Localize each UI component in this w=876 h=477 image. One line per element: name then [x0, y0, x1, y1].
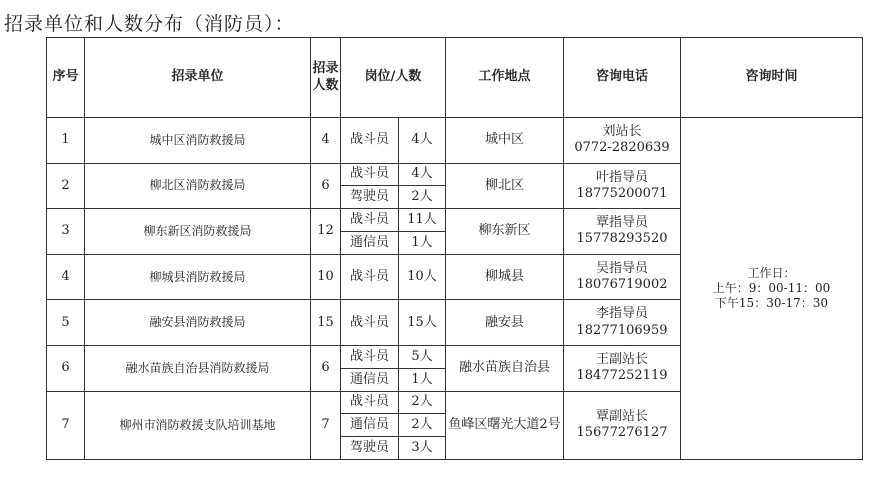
position-count-cell: 5人 [399, 345, 446, 368]
contact-name: 覃指导员 [595, 215, 648, 231]
total-cell: 4 [311, 118, 341, 164]
contact-phone: 18076719002 [576, 277, 668, 293]
position-name-cell: 通信员 [341, 368, 399, 391]
unit-cell: 柳东新区消防救援局 [85, 209, 311, 255]
position-count-cell: 11人 [399, 209, 446, 232]
seq-cell: 6 [47, 345, 85, 391]
contact-cell [564, 163, 681, 209]
position-count-cell: 10人 [399, 254, 446, 300]
position-name-cell: 驾驶员 [341, 437, 399, 460]
contact-name: 王副站长 [595, 352, 648, 368]
unit-cell: 融水苗族自治县消防救援局 [85, 345, 311, 391]
header-hours: 咨询时间 [681, 38, 863, 118]
total-cell: 10 [311, 254, 341, 300]
position-name-cell: 通信员 [341, 414, 399, 437]
position-count-cell: 2人 [399, 186, 446, 209]
contact-cell [564, 391, 681, 459]
contact-cell [564, 345, 681, 391]
position-name-cell: 战斗员 [341, 254, 399, 300]
contact-phone: 18477252119 [576, 368, 668, 384]
position-count-cell: 4人 [399, 163, 446, 186]
header-unit: 招录单位 [85, 38, 311, 118]
header-location: 工作地点 [446, 38, 564, 118]
contact-name: 李指导员 [595, 306, 648, 322]
unit-cell: 融安县消防救援局 [85, 300, 311, 346]
hours-line: 上午：9：00-11：00 [712, 281, 831, 295]
contact-name: 覃副站长 [595, 409, 648, 425]
contact-phone: 15778293520 [576, 231, 668, 247]
position-name-cell: 通信员 [341, 231, 399, 254]
position-count-cell: 15人 [399, 300, 446, 346]
position-name-cell: 驾驶员 [341, 186, 399, 209]
seq-cell: 2 [47, 163, 85, 209]
header-position: 岗位/人数 [341, 38, 446, 118]
header-phone: 咨询电话 [564, 38, 681, 118]
position-count-cell: 1人 [399, 231, 446, 254]
position-name-cell: 战斗员 [341, 118, 399, 164]
contact-name: 吴指导员 [595, 260, 648, 276]
recruitment-table [46, 37, 863, 460]
location-cell: 融水苗族自治县 [446, 345, 564, 391]
position-name-cell: 战斗员 [341, 300, 399, 346]
contact-phone: 15677276127 [576, 425, 668, 441]
position-name-cell: 战斗员 [341, 391, 399, 414]
location-cell: 城中区 [446, 118, 564, 164]
position-count-cell: 2人 [399, 391, 446, 414]
hours-line: 下午15：30-17：30 [714, 296, 829, 310]
unit-cell: 柳城县消防救援局 [85, 254, 311, 300]
unit-cell: 柳北区消防救援局 [85, 163, 311, 209]
total-cell: 6 [311, 345, 341, 391]
table-row [47, 118, 863, 164]
table-body [47, 118, 863, 460]
position-count-cell: 3人 [399, 437, 446, 460]
contact-phone: 18277106959 [576, 322, 668, 338]
unit-cell: 城中区消防救援局 [85, 118, 311, 164]
contact-cell [564, 209, 681, 255]
position-count-cell: 4人 [399, 118, 446, 164]
seq-cell: 3 [47, 209, 85, 255]
contact-name: 叶指导员 [595, 169, 648, 185]
position-count-cell: 2人 [399, 414, 446, 437]
contact-name: 刘站长 [602, 124, 642, 140]
header-seq: 序号 [47, 38, 85, 118]
location-cell: 柳城县 [446, 254, 564, 300]
contact-phone: 18775200071 [576, 185, 668, 201]
header-total: 招录人数 [311, 38, 341, 118]
total-cell: 12 [311, 209, 341, 255]
seq-cell: 4 [47, 254, 85, 300]
location-cell: 鱼峰区曙光大道2号 [446, 391, 564, 459]
page-title: 招录单位和人数分布（消防员）： [4, 13, 295, 35]
contact-cell [564, 254, 681, 300]
position-name-cell: 战斗员 [341, 163, 399, 186]
position-count-cell: 1人 [399, 368, 446, 391]
hours-line: 工作日： [747, 266, 796, 280]
total-cell: 6 [311, 163, 341, 209]
location-cell: 柳东新区 [446, 209, 564, 255]
unit-cell: 柳州市消防救援支队培训基地 [85, 391, 311, 459]
total-cell: 7 [311, 391, 341, 459]
seq-cell: 5 [47, 300, 85, 346]
seq-cell: 1 [47, 118, 85, 164]
contact-cell [564, 300, 681, 346]
location-cell: 柳北区 [446, 163, 564, 209]
position-name-cell: 战斗员 [341, 345, 399, 368]
seq-cell: 7 [47, 391, 85, 459]
location-cell: 融安县 [446, 300, 564, 346]
contact-phone: 0772-2820639 [574, 140, 670, 156]
contact-cell [564, 118, 681, 164]
position-name-cell: 战斗员 [341, 209, 399, 232]
hours-cell [681, 118, 863, 460]
total-cell: 15 [311, 300, 341, 346]
